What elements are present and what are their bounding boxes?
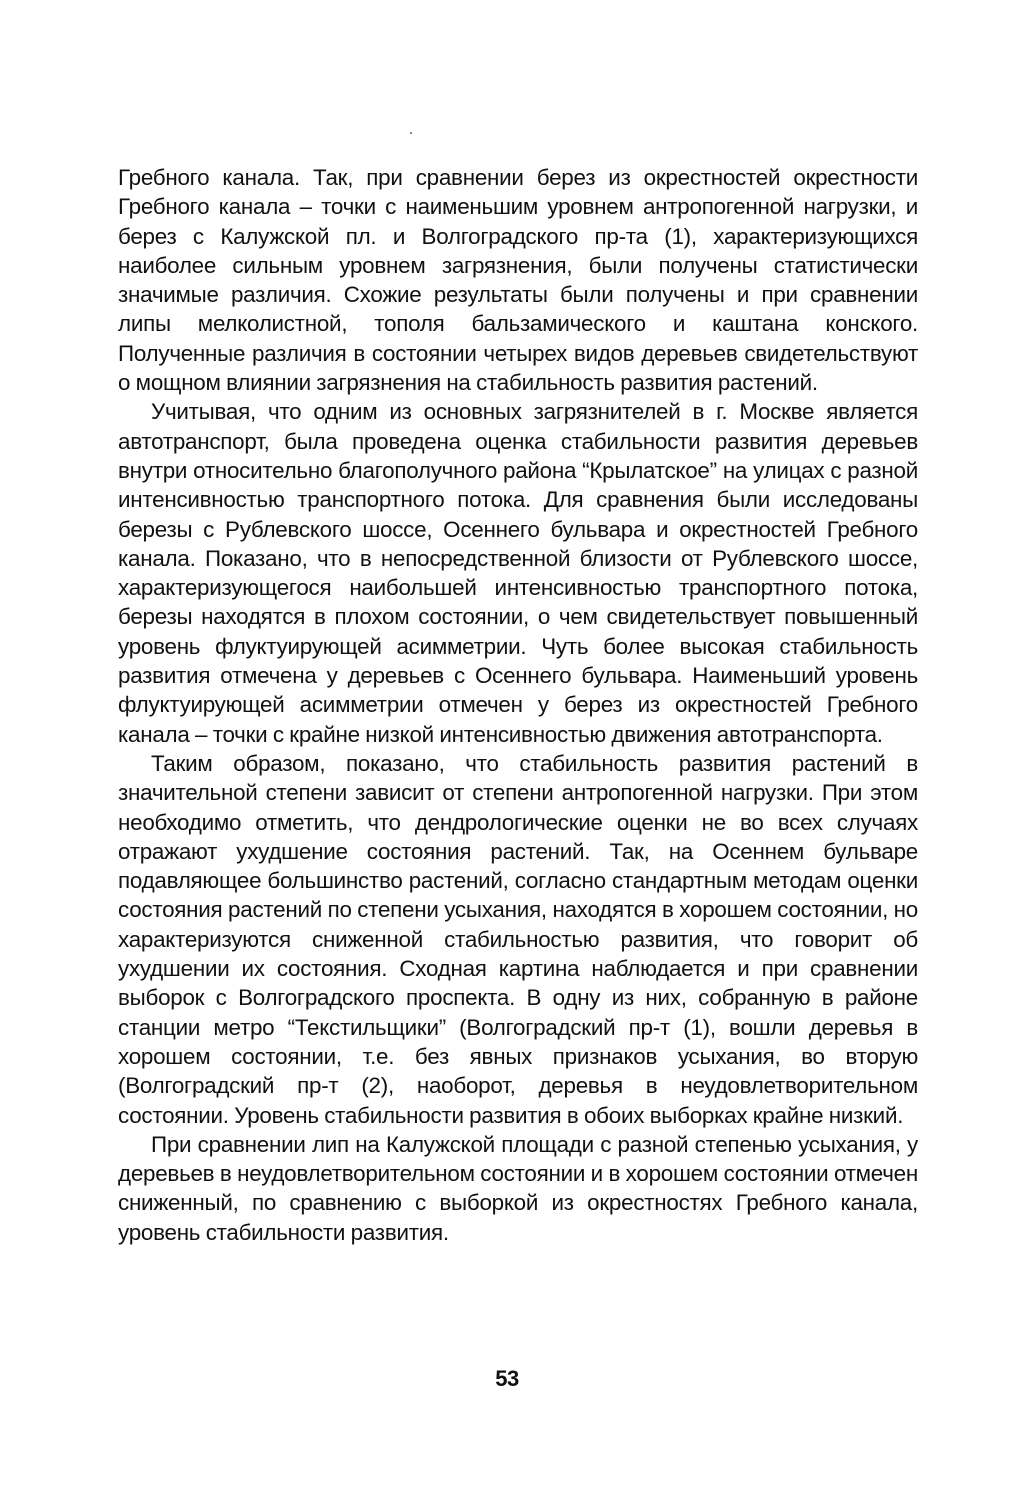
page-body [118, 163, 918, 1247]
paragraph-4: При сравнении лип на Калужской площади с разной степенью усыхания, у деревьев в неудовлетворительном состоянии и в хорошем состоянии отмечен сниженный, по сравнению с выборкой из окрестностях Гребного канала, уровень стабильности развития. [118, 1131, 918, 1245]
paragraph-2: Учитывая, что одним из основных загрязнителей в г. Москве является автотранспорт, была проведена оценка стабильности развития деревьев внутри относительно благополучного района “Крылатское” на улицах с разной интенсивностью транспортного потока. Для сравнения были исследованы березы с Рублевского шоссе, Осеннего бульвара и окрестностей Гребного канала. Показано, что в непосредственной близости от Рублевского шоссе, характеризующегося наибольшей интенсивностью транспортного потока, березы находятся в плохом состоянии, о чем свидетельствует повышенный уровень флуктуирующей асимметрии. Чуть более высокая стабильность развития отмечена у деревьев с Осеннего бульвара. Наименьший уровень флуктуирующей асимметрии отмечен у берез из окрестностей Гребного канала – точки с крайне низкой интенсивностью движения автотранспорта. [118, 399, 918, 747]
paragraph-3: Таким образом, показано, что стабильность развития растений в значительной степени зависит от степени антропогенной нагрузки. При этом необходимо отметить, что дендрологические оценки не во всех случаях отражают ухудшение состояния растений. Так, на Осеннем бульваре подавляющее большинство растений, согласно стандартным методам оценки состояния растений по степени усыхания, находятся в хорошем состоянии, но характеризуются сниженной стабильностью развития, что говорит об ухудшении их состояния. Сходная картина наблюдается и при сравнении выборок с Волгоградского проспекта. В одну из них, собранную в районе станции метро “Текстильщики” (Волгоградский пр-т (1), вошли деревья в хорошем состоянии, т.е. без явных признаков усыхания, во вторую (Волгоградский пр-т (2), наоборот, деревья в неудовлетворительном состоянии. Уровень стабильности развития в обоих выборках крайне низкий. [118, 750, 918, 1128]
page-number: 53 [495, 1366, 519, 1391]
scan-speck [410, 132, 412, 134]
paragraph-1: Гребного канала. Так, при сравнении берез из окрестностей окрестности Гребного канала – точки с наименьшим уровнем антропогенной нагрузки, и берез с Калужской пл. и Волгоградского пр-та (1), характеризующихся наиболее сильным уровнем загрязнения, были получены статистически значимые различия. Схожие результаты были получены и при сравнении липы мелколистной, тополя бальзамического и каштана конского. Полученные различия в состоянии четырех видов деревьев свидетельствуют о мощном влиянии загрязнения на стабильность развития растений. [118, 165, 918, 396]
